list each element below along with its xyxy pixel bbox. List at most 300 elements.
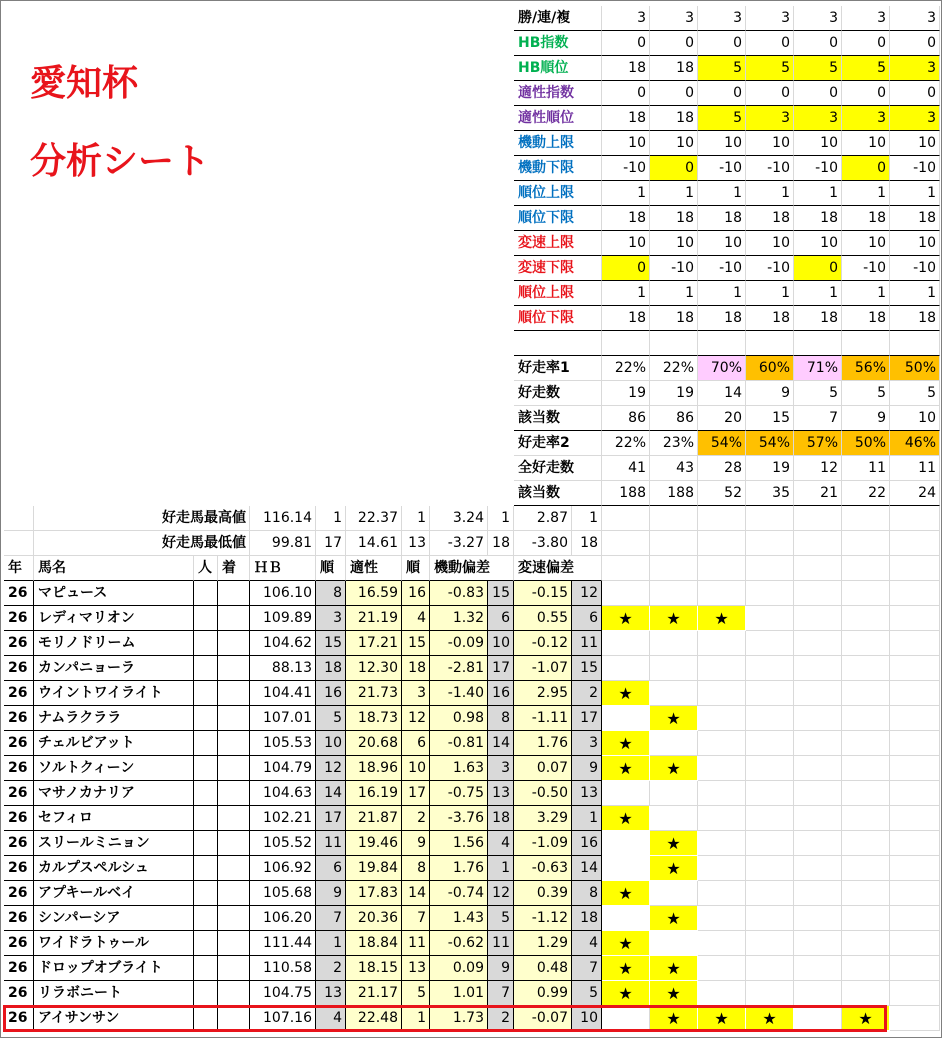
horse-name[interactable]: マピュース: [34, 581, 194, 606]
horse-kido-rank[interactable]: 1: [488, 856, 514, 881]
horse-apt-rank[interactable]: 12: [402, 706, 430, 731]
horse-name[interactable]: ワイドラトゥール: [34, 931, 194, 956]
horse-kido[interactable]: -2.81: [430, 656, 488, 681]
horse-finish[interactable]: [218, 781, 250, 806]
criteria-value[interactable]: 3: [890, 6, 940, 31]
horse-apt[interactable]: 18.73: [346, 706, 402, 731]
criteria-value[interactable]: 0: [698, 81, 746, 106]
horse-name[interactable]: マサノカナリア: [34, 781, 194, 806]
horse-kido-rank[interactable]: 15: [488, 581, 514, 606]
horse-pop[interactable]: [194, 581, 218, 606]
horse-hensoku[interactable]: 0.55: [514, 606, 572, 631]
criteria-value[interactable]: 5: [794, 56, 842, 81]
horse-hensoku-rank[interactable]: 12: [572, 581, 602, 606]
criteria-value[interactable]: 10: [842, 231, 890, 256]
horse-kido[interactable]: -0.81: [430, 731, 488, 756]
horse-apt[interactable]: 18.84: [346, 931, 402, 956]
horse-apt-rank[interactable]: 9: [402, 831, 430, 856]
horse-hb-rank[interactable]: 5: [316, 706, 346, 731]
criteria-value[interactable]: 0: [746, 31, 794, 56]
horse-apt-rank[interactable]: 7: [402, 906, 430, 931]
horse-kido[interactable]: -0.09: [430, 631, 488, 656]
horse-hensoku-rank[interactable]: 1: [572, 806, 602, 831]
horse-hensoku-rank[interactable]: 6: [572, 606, 602, 631]
horse-name[interactable]: ソルトクィーン: [34, 756, 194, 781]
criteria-value[interactable]: 5: [842, 56, 890, 81]
horse-hb[interactable]: 109.89: [250, 606, 316, 631]
criteria-value[interactable]: 18: [698, 306, 746, 331]
horse-name[interactable]: モリノドリーム: [34, 631, 194, 656]
horse-year[interactable]: 26: [4, 781, 34, 806]
horse-pop[interactable]: [194, 831, 218, 856]
horse-hb[interactable]: 104.75: [250, 981, 316, 1006]
horse-kido-rank[interactable]: 18: [488, 806, 514, 831]
horse-year[interactable]: 26: [4, 756, 34, 781]
horse-pop[interactable]: [194, 906, 218, 931]
horse-year[interactable]: 26: [4, 656, 34, 681]
horse-hensoku-rank[interactable]: 10: [572, 1006, 602, 1031]
criteria-value[interactable]: 0: [602, 31, 650, 56]
horse-hensoku[interactable]: -0.15: [514, 581, 572, 606]
horse-hb[interactable]: 104.62: [250, 631, 316, 656]
criteria-value[interactable]: 18: [602, 56, 650, 81]
criteria-value[interactable]: 10: [890, 131, 940, 156]
criteria-value[interactable]: 0: [890, 81, 940, 106]
criteria-value[interactable]: 18: [698, 206, 746, 231]
horse-name[interactable]: アイサンサン: [34, 1006, 194, 1031]
horse-hb[interactable]: 105.68: [250, 881, 316, 906]
horse-apt-rank[interactable]: 14: [402, 881, 430, 906]
horse-kido[interactable]: 0.09: [430, 956, 488, 981]
horse-year[interactable]: 26: [4, 831, 34, 856]
criteria-value[interactable]: 1: [602, 181, 650, 206]
criteria-value[interactable]: 18: [890, 306, 940, 331]
horse-kido[interactable]: 1.43: [430, 906, 488, 931]
criteria-value[interactable]: 0: [650, 81, 698, 106]
horse-pop[interactable]: [194, 731, 218, 756]
horse-kido-rank[interactable]: 17: [488, 656, 514, 681]
criteria-value[interactable]: 10: [746, 231, 794, 256]
criteria-value[interactable]: 18: [650, 106, 698, 131]
horse-apt-rank[interactable]: 4: [402, 606, 430, 631]
horse-apt[interactable]: 12.30: [346, 656, 402, 681]
horse-finish[interactable]: [218, 831, 250, 856]
horse-year[interactable]: 26: [4, 731, 34, 756]
horse-kido[interactable]: 1.56: [430, 831, 488, 856]
horse-hensoku-rank[interactable]: 4: [572, 931, 602, 956]
criteria-value[interactable]: 10: [650, 231, 698, 256]
criteria-value[interactable]: 18: [602, 306, 650, 331]
horse-name[interactable]: ウイントワイライト: [34, 681, 194, 706]
horse-pop[interactable]: [194, 781, 218, 806]
horse-hensoku[interactable]: 1.76: [514, 731, 572, 756]
horse-year[interactable]: 26: [4, 956, 34, 981]
horse-finish[interactable]: [218, 931, 250, 956]
horse-year[interactable]: 26: [4, 606, 34, 631]
criteria-value[interactable]: -10: [746, 156, 794, 181]
horse-apt[interactable]: 21.17: [346, 981, 402, 1006]
criteria-value[interactable]: 18: [842, 206, 890, 231]
horse-hb-rank[interactable]: 16: [316, 681, 346, 706]
criteria-value[interactable]: 18: [746, 206, 794, 231]
horse-hensoku-rank[interactable]: 17: [572, 706, 602, 731]
horse-pop[interactable]: [194, 806, 218, 831]
criteria-value[interactable]: 3: [746, 6, 794, 31]
horse-hb[interactable]: 102.21: [250, 806, 316, 831]
criteria-value[interactable]: -10: [890, 256, 940, 281]
horse-pop[interactable]: [194, 956, 218, 981]
horse-kido-rank[interactable]: 10: [488, 631, 514, 656]
criteria-value[interactable]: -10: [698, 156, 746, 181]
horse-kido[interactable]: 1.73: [430, 1006, 488, 1031]
horse-hb-rank[interactable]: 7: [316, 906, 346, 931]
horse-kido[interactable]: -0.75: [430, 781, 488, 806]
horse-kido-rank[interactable]: 16: [488, 681, 514, 706]
criteria-value[interactable]: 10: [602, 131, 650, 156]
criteria-value[interactable]: 18: [650, 56, 698, 81]
horse-hb-rank[interactable]: 2: [316, 956, 346, 981]
horse-hb-rank[interactable]: 9: [316, 881, 346, 906]
horse-apt[interactable]: 17.21: [346, 631, 402, 656]
criteria-value[interactable]: 0: [890, 31, 940, 56]
horse-apt-rank[interactable]: 8: [402, 856, 430, 881]
criteria-value[interactable]: 1: [698, 281, 746, 306]
horse-kido-rank[interactable]: 12: [488, 881, 514, 906]
horse-hb[interactable]: 88.13: [250, 656, 316, 681]
criteria-value[interactable]: 0: [602, 81, 650, 106]
criteria-value[interactable]: -10: [746, 256, 794, 281]
criteria-value[interactable]: -10: [650, 256, 698, 281]
horse-hensoku-rank[interactable]: 16: [572, 831, 602, 856]
horse-hensoku[interactable]: -0.12: [514, 631, 572, 656]
criteria-value[interactable]: 0: [650, 31, 698, 56]
horse-apt[interactable]: 19.84: [346, 856, 402, 881]
criteria-value[interactable]: 3: [842, 106, 890, 131]
horse-finish[interactable]: [218, 656, 250, 681]
horse-hb[interactable]: 110.58: [250, 956, 316, 981]
criteria-value[interactable]: 10: [650, 131, 698, 156]
horse-pop[interactable]: [194, 981, 218, 1006]
horse-year[interactable]: 26: [4, 881, 34, 906]
horse-apt[interactable]: 18.15: [346, 956, 402, 981]
horse-hensoku[interactable]: -1.07: [514, 656, 572, 681]
horse-hensoku[interactable]: 3.29: [514, 806, 572, 831]
criteria-value[interactable]: -10: [890, 156, 940, 181]
criteria-value[interactable]: 10: [602, 231, 650, 256]
horse-hensoku-rank[interactable]: 14: [572, 856, 602, 881]
horse-hensoku-rank[interactable]: 13: [572, 781, 602, 806]
horse-hensoku-rank[interactable]: 3: [572, 731, 602, 756]
criteria-value[interactable]: 3: [890, 106, 940, 131]
horse-kido-rank[interactable]: 5: [488, 906, 514, 931]
criteria-value[interactable]: 5: [698, 106, 746, 131]
criteria-value[interactable]: 1: [842, 281, 890, 306]
horse-name[interactable]: ドロップオブライト: [34, 956, 194, 981]
horse-hb[interactable]: 107.01: [250, 706, 316, 731]
horse-pop[interactable]: [194, 681, 218, 706]
horse-pop[interactable]: [194, 656, 218, 681]
horse-hb-rank[interactable]: 15: [316, 631, 346, 656]
horse-year[interactable]: 26: [4, 706, 34, 731]
horse-apt[interactable]: 20.36: [346, 906, 402, 931]
criteria-value[interactable]: 10: [746, 131, 794, 156]
criteria-value[interactable]: 1: [842, 181, 890, 206]
horse-kido-rank[interactable]: 2: [488, 1006, 514, 1031]
horse-apt[interactable]: 18.96: [346, 756, 402, 781]
horse-finish[interactable]: [218, 1006, 250, 1031]
criteria-value[interactable]: 1: [650, 181, 698, 206]
horse-name[interactable]: チェルビアット: [34, 731, 194, 756]
criteria-value[interactable]: 10: [842, 131, 890, 156]
horse-hb-rank[interactable]: 14: [316, 781, 346, 806]
horse-kido[interactable]: 0.98: [430, 706, 488, 731]
horse-hb[interactable]: 106.20: [250, 906, 316, 931]
horse-hb[interactable]: 104.41: [250, 681, 316, 706]
horse-name[interactable]: スリールミニョン: [34, 831, 194, 856]
horse-hb[interactable]: 111.44: [250, 931, 316, 956]
horse-name[interactable]: レディマリオン: [34, 606, 194, 631]
criteria-value[interactable]: 10: [794, 131, 842, 156]
horse-kido-rank[interactable]: 14: [488, 731, 514, 756]
horse-kido[interactable]: 1.32: [430, 606, 488, 631]
horse-kido[interactable]: -0.74: [430, 881, 488, 906]
criteria-value[interactable]: 3: [602, 6, 650, 31]
horse-kido[interactable]: -3.76: [430, 806, 488, 831]
horse-finish[interactable]: [218, 731, 250, 756]
criteria-value[interactable]: 18: [602, 106, 650, 131]
horse-hensoku[interactable]: -0.50: [514, 781, 572, 806]
horse-finish[interactable]: [218, 806, 250, 831]
horse-apt-rank[interactable]: 18: [402, 656, 430, 681]
horse-hensoku-rank[interactable]: 18: [572, 906, 602, 931]
horse-name[interactable]: カンパニョーラ: [34, 656, 194, 681]
criteria-value[interactable]: 18: [650, 206, 698, 231]
criteria-value[interactable]: 18: [602, 206, 650, 231]
horse-name[interactable]: アプキールベイ: [34, 881, 194, 906]
criteria-value[interactable]: 1: [746, 281, 794, 306]
horse-finish[interactable]: [218, 956, 250, 981]
horse-pop[interactable]: [194, 606, 218, 631]
criteria-value[interactable]: -10: [794, 156, 842, 181]
criteria-value[interactable]: 18: [842, 306, 890, 331]
horse-finish[interactable]: [218, 756, 250, 781]
horse-finish[interactable]: [218, 631, 250, 656]
criteria-value[interactable]: 5: [698, 56, 746, 81]
criteria-value[interactable]: 1: [746, 181, 794, 206]
horse-kido-rank[interactable]: 13: [488, 781, 514, 806]
criteria-value[interactable]: 1: [698, 181, 746, 206]
horse-hensoku[interactable]: -1.12: [514, 906, 572, 931]
horse-hensoku[interactable]: -0.63: [514, 856, 572, 881]
horse-hb-rank[interactable]: 11: [316, 831, 346, 856]
horse-hb[interactable]: 107.16: [250, 1006, 316, 1031]
horse-apt[interactable]: 21.87: [346, 806, 402, 831]
horse-pop[interactable]: [194, 706, 218, 731]
horse-kido-rank[interactable]: 7: [488, 981, 514, 1006]
horse-pop[interactable]: [194, 931, 218, 956]
horse-hb-rank[interactable]: 13: [316, 981, 346, 1006]
horse-hensoku[interactable]: -1.11: [514, 706, 572, 731]
horse-hensoku[interactable]: 0.48: [514, 956, 572, 981]
horse-finish[interactable]: [218, 581, 250, 606]
horse-kido-rank[interactable]: 11: [488, 931, 514, 956]
criteria-value[interactable]: 1: [650, 281, 698, 306]
criteria-value[interactable]: 0: [794, 256, 842, 281]
horse-apt-rank[interactable]: 13: [402, 956, 430, 981]
horse-pop[interactable]: [194, 856, 218, 881]
horse-apt-rank[interactable]: 15: [402, 631, 430, 656]
criteria-value[interactable]: 18: [890, 206, 940, 231]
criteria-value[interactable]: 0: [650, 156, 698, 181]
criteria-value[interactable]: 3: [794, 106, 842, 131]
criteria-value[interactable]: 3: [890, 56, 940, 81]
horse-name[interactable]: カルプスペルシュ: [34, 856, 194, 881]
horse-year[interactable]: 26: [4, 906, 34, 931]
horse-hb[interactable]: 106.92: [250, 856, 316, 881]
horse-hb[interactable]: 106.10: [250, 581, 316, 606]
criteria-value[interactable]: 18: [746, 306, 794, 331]
horse-kido-rank[interactable]: 9: [488, 956, 514, 981]
horse-kido-rank[interactable]: 8: [488, 706, 514, 731]
horse-hb-rank[interactable]: 10: [316, 731, 346, 756]
horse-pop[interactable]: [194, 881, 218, 906]
criteria-value[interactable]: 10: [794, 231, 842, 256]
criteria-value[interactable]: 18: [650, 306, 698, 331]
horse-hb[interactable]: 104.79: [250, 756, 316, 781]
horse-kido[interactable]: 1.63: [430, 756, 488, 781]
criteria-value[interactable]: 3: [746, 106, 794, 131]
horse-year[interactable]: 26: [4, 1006, 34, 1031]
horse-year[interactable]: 26: [4, 681, 34, 706]
horse-year[interactable]: 26: [4, 981, 34, 1006]
horse-hb-rank[interactable]: 6: [316, 856, 346, 881]
horse-kido-rank[interactable]: 4: [488, 831, 514, 856]
horse-pop[interactable]: [194, 756, 218, 781]
criteria-value[interactable]: 0: [602, 256, 650, 281]
horse-apt[interactable]: 22.48: [346, 1006, 402, 1031]
horse-hb-rank[interactable]: 8: [316, 581, 346, 606]
horse-hensoku[interactable]: -0.07: [514, 1006, 572, 1031]
horse-hb-rank[interactable]: 18: [316, 656, 346, 681]
horse-apt-rank[interactable]: 6: [402, 731, 430, 756]
horse-pop[interactable]: [194, 1006, 218, 1031]
criteria-value[interactable]: -10: [698, 256, 746, 281]
criteria-value[interactable]: 10: [698, 131, 746, 156]
criteria-value[interactable]: 0: [794, 31, 842, 56]
horse-apt-rank[interactable]: 5: [402, 981, 430, 1006]
horse-apt-rank[interactable]: 10: [402, 756, 430, 781]
horse-apt-rank[interactable]: 1: [402, 1006, 430, 1031]
horse-kido[interactable]: 1.01: [430, 981, 488, 1006]
horse-finish[interactable]: [218, 881, 250, 906]
criteria-value[interactable]: 0: [698, 31, 746, 56]
horse-pop[interactable]: [194, 631, 218, 656]
horse-year[interactable]: 26: [4, 581, 34, 606]
criteria-value[interactable]: 18: [794, 206, 842, 231]
criteria-value[interactable]: 3: [650, 6, 698, 31]
horse-kido[interactable]: -0.62: [430, 931, 488, 956]
criteria-value[interactable]: 0: [842, 156, 890, 181]
horse-hensoku[interactable]: -1.09: [514, 831, 572, 856]
horse-hensoku[interactable]: 0.99: [514, 981, 572, 1006]
horse-finish[interactable]: [218, 606, 250, 631]
criteria-value[interactable]: 1: [890, 181, 940, 206]
horse-apt[interactable]: 21.73: [346, 681, 402, 706]
horse-kido[interactable]: 1.76: [430, 856, 488, 881]
horse-apt-rank[interactable]: 16: [402, 581, 430, 606]
horse-apt[interactable]: 17.83: [346, 881, 402, 906]
criteria-value[interactable]: 5: [746, 56, 794, 81]
criteria-value[interactable]: 10: [698, 231, 746, 256]
horse-finish[interactable]: [218, 981, 250, 1006]
criteria-value[interactable]: 10: [890, 231, 940, 256]
horse-hb[interactable]: 105.52: [250, 831, 316, 856]
horse-year[interactable]: 26: [4, 806, 34, 831]
horse-hb-rank[interactable]: 3: [316, 606, 346, 631]
criteria-value[interactable]: 3: [842, 6, 890, 31]
criteria-value[interactable]: 18: [794, 306, 842, 331]
horse-apt[interactable]: 16.59: [346, 581, 402, 606]
horse-hensoku[interactable]: 0.07: [514, 756, 572, 781]
criteria-value[interactable]: 1: [794, 281, 842, 306]
criteria-value[interactable]: 0: [746, 81, 794, 106]
horse-hb-rank[interactable]: 17: [316, 806, 346, 831]
horse-year[interactable]: 26: [4, 856, 34, 881]
criteria-value[interactable]: 1: [890, 281, 940, 306]
horse-hensoku-rank[interactable]: 11: [572, 631, 602, 656]
horse-kido[interactable]: -1.40: [430, 681, 488, 706]
horse-hb-rank[interactable]: 12: [316, 756, 346, 781]
horse-hb-rank[interactable]: 4: [316, 1006, 346, 1031]
horse-hensoku-rank[interactable]: 9: [572, 756, 602, 781]
horse-apt-rank[interactable]: 17: [402, 781, 430, 806]
horse-apt[interactable]: 21.19: [346, 606, 402, 631]
criteria-value[interactable]: 0: [794, 81, 842, 106]
horse-finish[interactable]: [218, 706, 250, 731]
horse-name[interactable]: ナムラクララ: [34, 706, 194, 731]
criteria-value[interactable]: 1: [602, 281, 650, 306]
horse-apt[interactable]: 16.19: [346, 781, 402, 806]
criteria-value[interactable]: 0: [842, 81, 890, 106]
horse-apt-rank[interactable]: 2: [402, 806, 430, 831]
horse-name[interactable]: リラボニート: [34, 981, 194, 1006]
horse-hensoku[interactable]: 2.95: [514, 681, 572, 706]
horse-kido-rank[interactable]: 6: [488, 606, 514, 631]
horse-name[interactable]: シンパーシア: [34, 906, 194, 931]
horse-apt[interactable]: 19.46: [346, 831, 402, 856]
criteria-value[interactable]: 0: [842, 31, 890, 56]
horse-hb[interactable]: 104.63: [250, 781, 316, 806]
horse-finish[interactable]: [218, 681, 250, 706]
horse-apt-rank[interactable]: 3: [402, 681, 430, 706]
horse-year[interactable]: 26: [4, 931, 34, 956]
criteria-value[interactable]: 3: [698, 6, 746, 31]
horse-hensoku[interactable]: 0.39: [514, 881, 572, 906]
horse-hb-rank[interactable]: 1: [316, 931, 346, 956]
horse-apt[interactable]: 20.68: [346, 731, 402, 756]
criteria-value[interactable]: -10: [602, 156, 650, 181]
criteria-value[interactable]: -10: [842, 256, 890, 281]
horse-hensoku-rank[interactable]: 5: [572, 981, 602, 1006]
horse-hensoku[interactable]: 1.29: [514, 931, 572, 956]
criteria-value[interactable]: 3: [794, 6, 842, 31]
horse-hensoku-rank[interactable]: 8: [572, 881, 602, 906]
criteria-value[interactable]: 1: [794, 181, 842, 206]
horse-finish[interactable]: [218, 856, 250, 881]
horse-apt-rank[interactable]: 11: [402, 931, 430, 956]
horse-year[interactable]: 26: [4, 631, 34, 656]
horse-kido[interactable]: -0.83: [430, 581, 488, 606]
